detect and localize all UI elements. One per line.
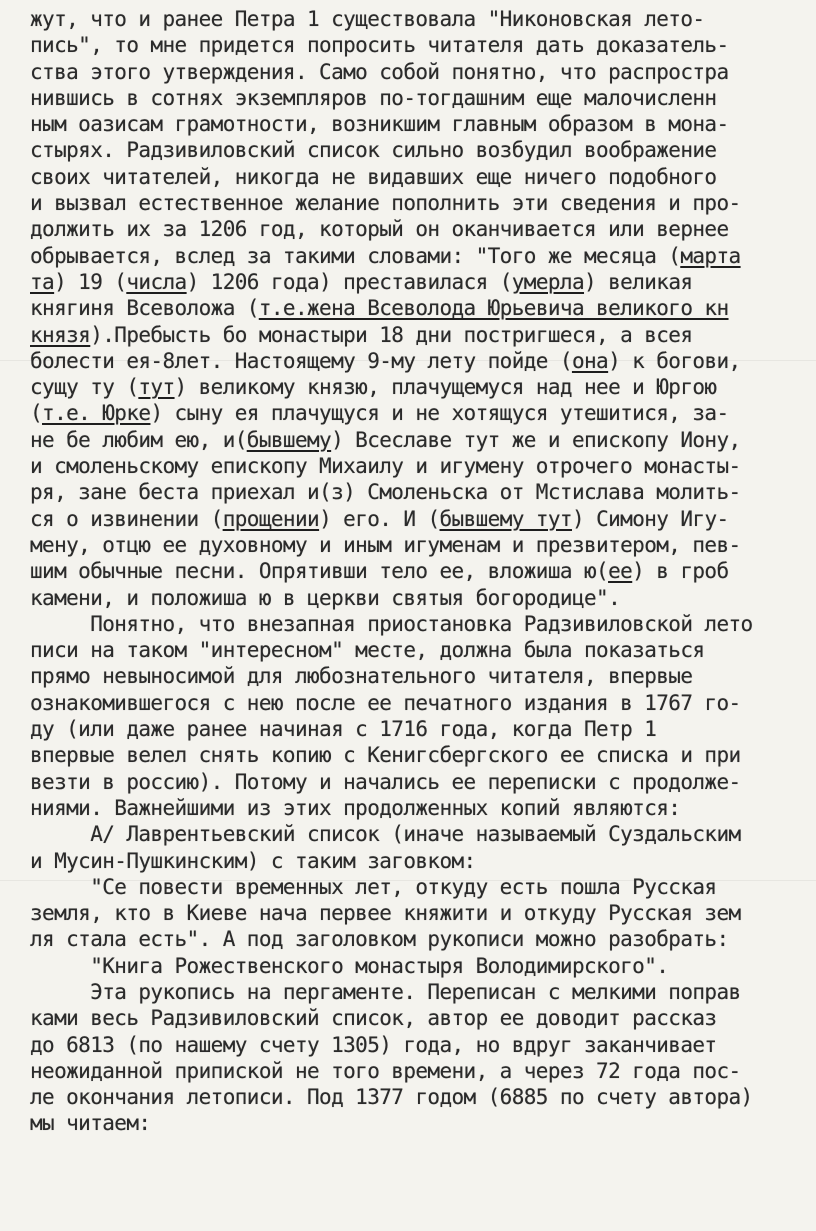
text-segment: княгиня Всеволожа ( [30,296,259,321]
text-segment: стырях. Радзивиловский список сильно возбудил воображение [30,138,717,163]
text-segment: ) Симону Игу- [571,506,729,531]
text-line [30,585,816,611]
text-segment: ) великая [584,269,693,294]
underlined-gloss: тут [138,375,175,400]
text-line [30,348,816,374]
underlined-gloss: та [30,269,55,294]
text-segment: ) великому князю, плачущемуся над нее и Юргою [174,375,717,400]
text-line [30,216,816,242]
text-line [30,979,816,1005]
text-segment: ( [30,401,43,426]
underlined-gloss: она [571,348,609,373]
text-line [30,374,816,400]
underlined-gloss: т.е. Юрке [42,401,151,426]
underlined-gloss: ее [608,559,633,584]
text-line [30,874,816,900]
text-line [30,59,816,85]
text-segment: ) 1206 года) преставилася ( [186,269,512,294]
text-line [30,558,816,584]
text-line [30,1005,816,1031]
text-segment: ознакомившегося с нею после ее печатного издания в 1767 го- [30,690,741,715]
text-line [30,611,816,637]
underlined-gloss: умерла [511,269,585,294]
text-line [30,1032,816,1058]
text-line [30,32,816,58]
text-segment: впервые велел снять копию с Кенигсбергского ее списка и при [30,743,741,768]
text-line [30,164,816,190]
underlined-gloss: князя [30,322,91,347]
text-segment: до 6813 (по нашему счету 1305) года, но вдруг заканчивает [30,1032,717,1057]
text-segment: неожиданной припиской не того времени, а через 72 года пос- [30,1058,741,1083]
text-line [30,269,816,295]
text-segment: ) в гроб [632,559,729,584]
text-line [30,400,816,426]
text-segment: ) Всеславе тут же и епископу Иону, [331,427,741,452]
page-crease [0,880,816,881]
text-segment: пись", то мне придется попросить читателя дать доказатель- [30,33,729,58]
underlined-gloss: т.е.жена Всеволода Юрьевича великого кн [258,296,729,321]
text-segment: "Се повести временных лет, откуду есть пошла Русская [30,874,717,899]
text-segment: и вызвал естественное желание пополнить эти сведения и про- [30,191,741,216]
text-segment: обрывается, вслед за такими словами: "Того же месяца ( [30,243,681,268]
text-segment: земля, кто в Киеве нача первее княжити и откуду Русская зем [30,901,741,926]
text-segment: ся о извинении ( [30,506,223,531]
text-line [30,453,816,479]
text-line [30,6,816,32]
text-line [30,795,816,821]
page-text [30,6,816,1137]
text-segment: и Мусин-Пушкинским) с таким заговком: [30,848,476,873]
text-line [30,111,816,137]
underlined-gloss: та [716,243,741,268]
text-segment: мену, отцю ее духовному и иным игуменам и презвитером, пев- [30,532,741,557]
text-segment: прямо невыносимой для любознательного читателя, впервые [30,664,693,689]
text-segment: ле окончания летописи. Под 1377 годом (6885 по счету автора) [30,1085,753,1110]
text-line [30,295,816,321]
text-line [30,322,816,348]
text-line [30,427,816,453]
text-segment: жут, что и ранее Петра 1 существовала "Никоновская лето- [30,7,705,31]
text-segment: своих читателей, никогда не видавших еще ничего подобного [30,164,717,189]
text-segment: "Книга Рожественского монастыря Володимирского". [30,953,669,978]
text-segment: сущу ту ( [30,375,139,400]
text-segment: ками весь Радзивиловский список, автор ее доводит рассказ [30,1006,717,1031]
text-segment: ) сыну ея плачущуся и не хотящуся утешитися, за- [150,401,729,426]
text-segment: писи на таком "интересном" месте, должна была показаться [30,638,705,663]
underlined-gloss: бывшему тут [439,506,572,531]
text-segment: ) его. И ( [319,506,440,531]
text-line [30,532,816,558]
text-line [30,637,816,663]
text-line [30,243,816,269]
text-line [30,479,816,505]
text-line [30,900,816,926]
underlined-gloss: бывшему [246,427,332,452]
text-segment: ) 19 ( [54,269,127,294]
text-segment: мы читаем: [30,1111,151,1136]
text-segment: ниями. Важнейшими из этих продолженных копий являются: [30,795,681,820]
text-line [30,190,816,216]
text-segment: не бе любим ею, и( [30,427,247,452]
text-line [30,926,816,952]
text-segment: ря, зане беста приехал и(з) Смоленьска от Мстислава молить- [30,480,741,505]
text-line [30,663,816,689]
text-segment: ) к богови, [608,348,741,373]
text-line [30,848,816,874]
text-segment: ду (или даже ранее начиная с 1716 года, когда Петр 1 [30,717,657,742]
underlined-gloss: числа [126,269,187,294]
text-line [30,85,816,111]
text-segment: и смоленьскому епископу Михаилу и игумену отрочего монасты- [30,454,741,479]
text-segment: Понятно, что внезапная приостановка Радзивиловской лето [30,611,753,636]
text-segment: А/ Лаврентьевский список (иначе называемый Суздальским [30,822,741,847]
underlined-gloss: прощении [222,506,320,531]
text-line [30,769,816,795]
text-segment: нившись в сотнях экземпляров по-тогдашним еще малочисленн [30,85,717,110]
underlined-gloss: мар [680,243,717,268]
text-line [30,690,816,716]
text-line [30,716,816,742]
text-segment: ства этого утверждения. Само собой понятно, что распростра [30,59,729,84]
text-line [30,1058,816,1084]
text-segment: шим обычные песни. Опрятивши тело ее, вложиша ю( [30,559,609,584]
text-line [30,821,816,847]
text-segment: везти в россию). Потому и начались ее переписки с продолже- [30,769,741,794]
page-crease [0,360,816,361]
text-segment: должить их за 1206 год, который он оканчивается или вернее [30,217,729,242]
text-line [30,953,816,979]
text-line [30,137,816,163]
text-segment: ным оазисам грамотности, возникшим главным образом в мона- [30,112,729,137]
text-segment: ля стала есть". А под заголовком рукописи можно разобрать: [30,927,729,952]
text-segment: камени, и положиша ю в церкви святыя богородице". [30,585,621,610]
text-line [30,1084,816,1110]
text-segment: болести ея-8лет. Настоящему 9-му лету пойде ( [30,348,572,373]
text-segment: Эта рукопись на пергаменте. Переписан с мелкими поправ [30,979,741,1004]
text-segment: ).Пребысть бо монастыри 18 дни постригшеся, а всея [90,322,693,347]
text-line [30,1110,816,1136]
text-line [30,506,816,532]
text-line [30,742,816,768]
